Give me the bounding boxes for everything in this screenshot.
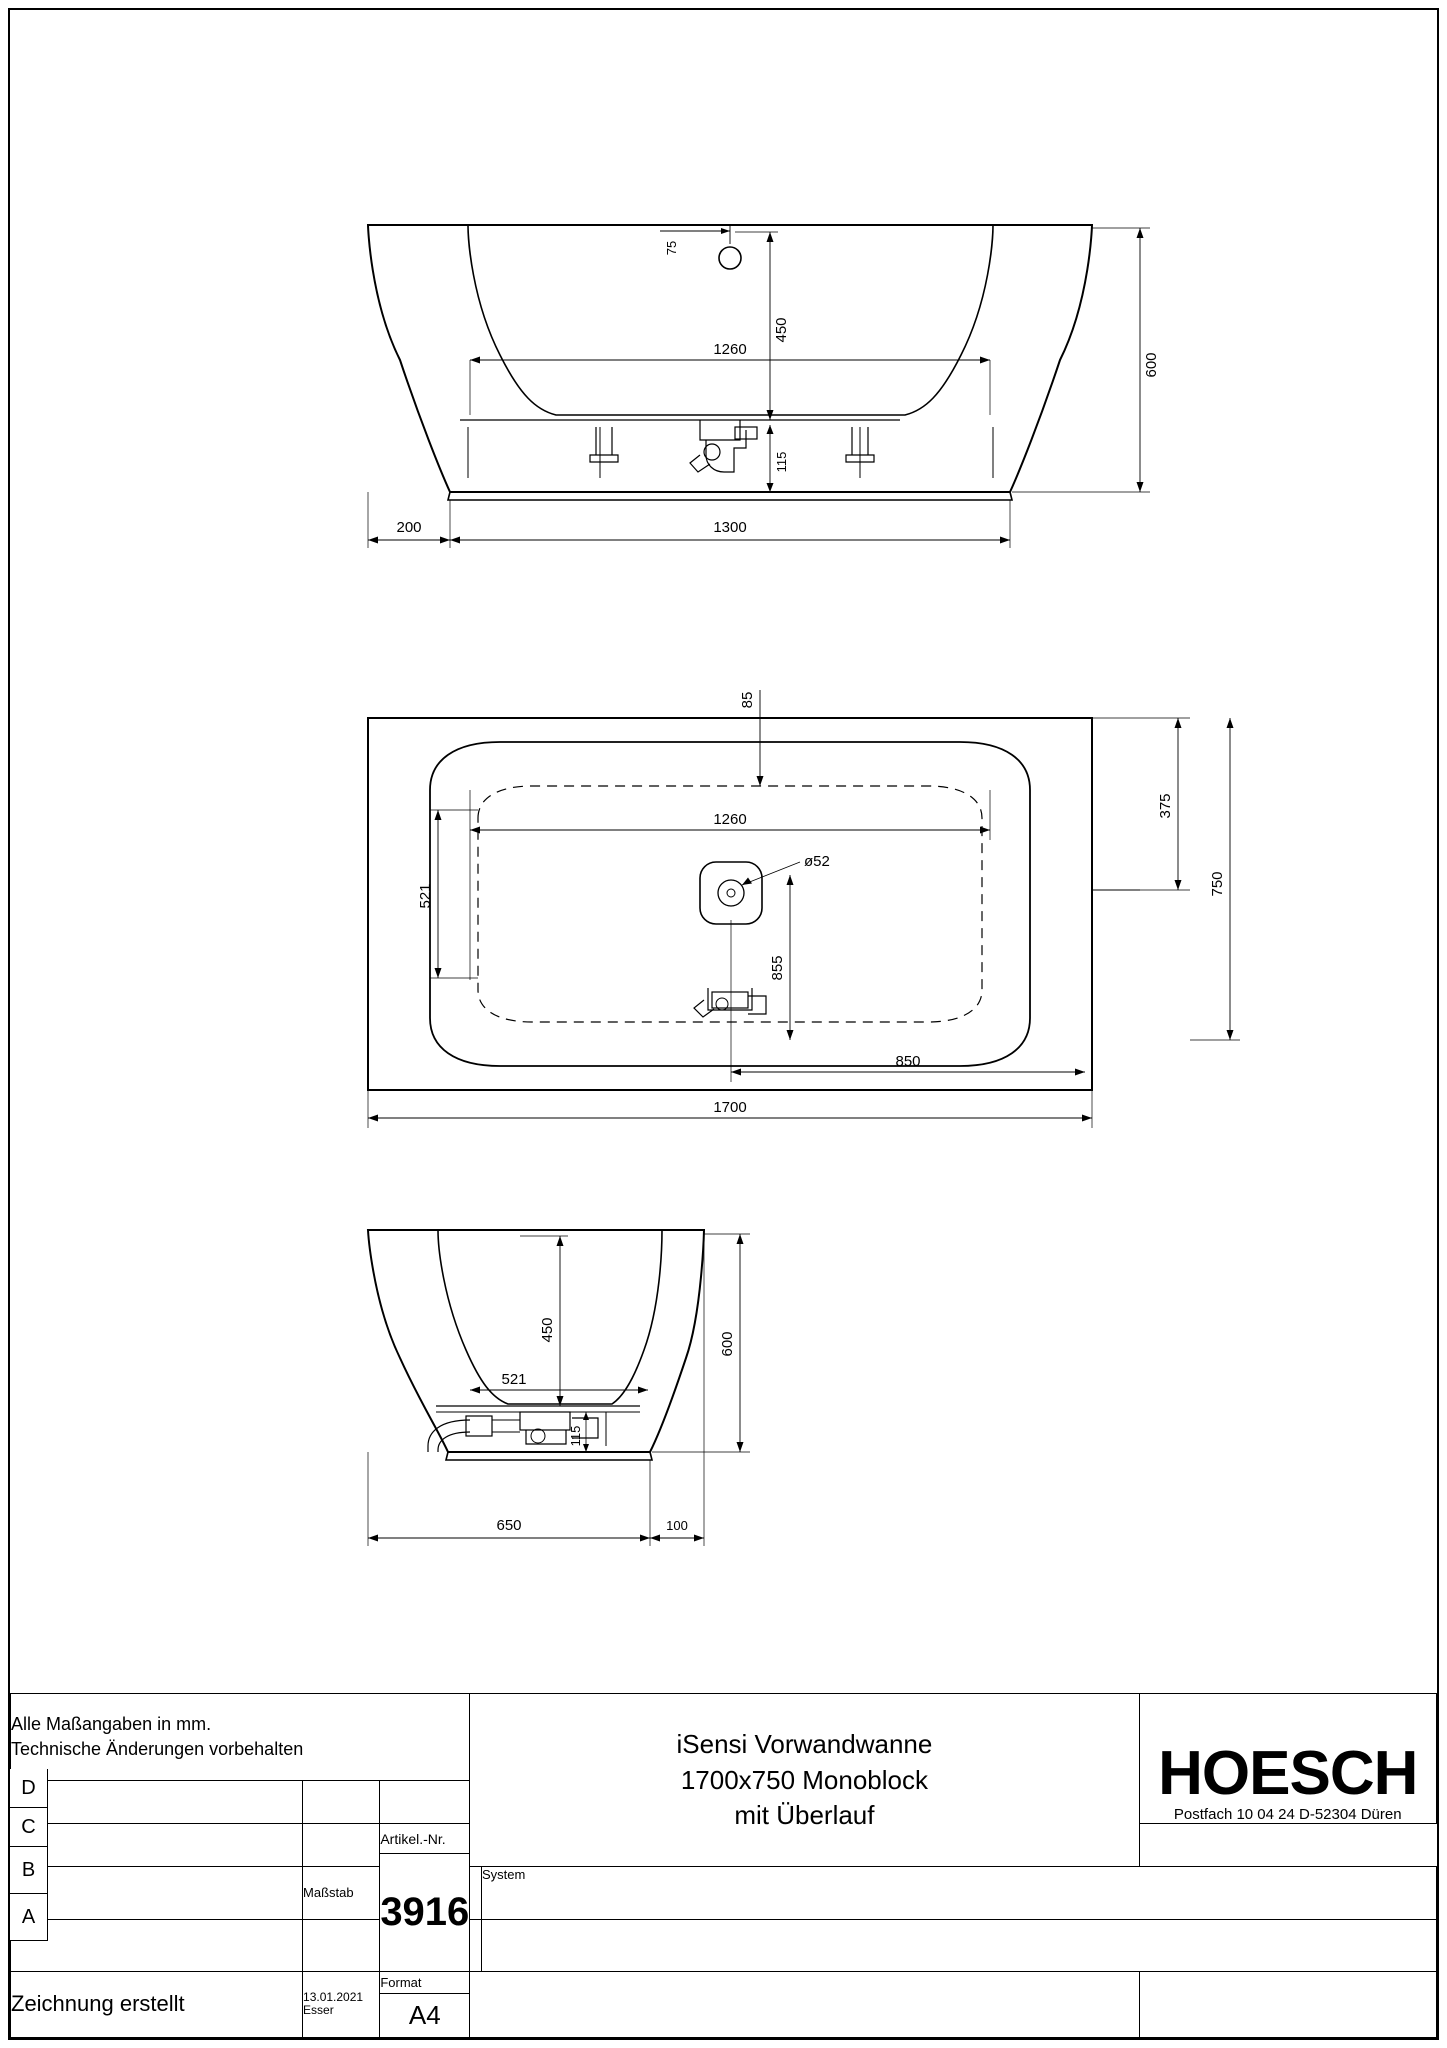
dim-top-1260: 1260 xyxy=(713,811,747,828)
revision-letter-b: B xyxy=(10,1847,48,1894)
dim-front-1260: 1260 xyxy=(713,341,747,358)
system-label: System xyxy=(481,1867,1436,1919)
dim-side-115: 115 xyxy=(568,1425,583,1447)
revision-row-a-text xyxy=(11,1919,303,1971)
notes-cell xyxy=(11,1694,470,1781)
dim-front-1300: 1300 xyxy=(713,519,747,536)
revision-row-a-extra xyxy=(470,1919,482,1971)
dim-top-diameter: ø52 xyxy=(804,853,830,870)
title-line-2: 1700x750 Monoblock xyxy=(680,1764,928,1795)
title-block xyxy=(10,1693,1437,2038)
dim-top-375: 375 xyxy=(1157,793,1174,819)
title-block-empty-1 xyxy=(470,1971,1139,2037)
dim-top-85: 85 xyxy=(739,691,756,709)
dim-top-521: 521 xyxy=(417,883,434,909)
note-line-1: Alle Maßangaben in mm. xyxy=(11,1714,212,1735)
title-line-1: iSensi Vorwandwanne xyxy=(676,1729,933,1760)
brand-address: Postfach 10 04 24 D-52304 Düren xyxy=(1173,1805,1402,1823)
revision-row-d-text xyxy=(11,1780,303,1823)
format-value: A4 xyxy=(408,2000,441,2031)
revision-row-c-date xyxy=(303,1823,380,1866)
revision-letter-a: A xyxy=(10,1894,48,1941)
article-label: Artikel.-Nr. xyxy=(380,1824,469,1854)
dim-front-200: 200 xyxy=(396,519,422,536)
format-label: Format xyxy=(380,1972,469,1994)
system-value xyxy=(481,1919,1436,1971)
dim-front-75: 75 xyxy=(664,240,679,256)
revision-letter-column xyxy=(10,1769,48,1981)
dim-top-750: 750 xyxy=(1209,871,1226,897)
scale-label: Maßstab xyxy=(303,1867,380,1919)
created-meta xyxy=(303,1971,380,2037)
dim-side-521: 521 xyxy=(501,1371,527,1388)
dim-front-600: 600 xyxy=(1143,352,1160,378)
dim-side-650: 650 xyxy=(496,1517,522,1534)
revision-letter-c: C xyxy=(10,1808,48,1847)
dim-front-450: 450 xyxy=(773,317,790,343)
title-line-3: mit Überlauf xyxy=(734,1799,875,1830)
revision-row-d-date xyxy=(303,1780,380,1823)
dim-top-1700: 1700 xyxy=(713,1099,747,1116)
dim-side-600: 600 xyxy=(719,1331,736,1357)
drawing-title xyxy=(470,1694,1139,1867)
scale-value xyxy=(470,1867,482,1919)
dim-side-450: 450 xyxy=(539,1317,556,1343)
dim-front-115: 115 xyxy=(774,451,789,473)
dim-top-850: 850 xyxy=(895,1053,921,1070)
revision-letter-d: D xyxy=(10,1769,48,1808)
title-block-empty-2 xyxy=(1139,1971,1436,2037)
hoesch-logo: HOESCH xyxy=(1158,1738,1418,1808)
created-label: Zeichnung erstellt xyxy=(11,1971,303,2037)
revision-row-a-date xyxy=(303,1919,380,1971)
note-line-2: Technische Änderungen vorbehalten xyxy=(11,1738,304,1759)
dim-side-100: 100 xyxy=(666,1518,688,1533)
dim-top-855: 855 xyxy=(769,955,786,981)
created-by: Esser xyxy=(303,2003,334,2018)
created-date: 13.01.2021 xyxy=(303,1989,364,2004)
revision-row-b-text xyxy=(11,1867,303,1919)
article-number: 3916 xyxy=(380,1890,470,1935)
revision-row-c-text xyxy=(11,1823,303,1866)
